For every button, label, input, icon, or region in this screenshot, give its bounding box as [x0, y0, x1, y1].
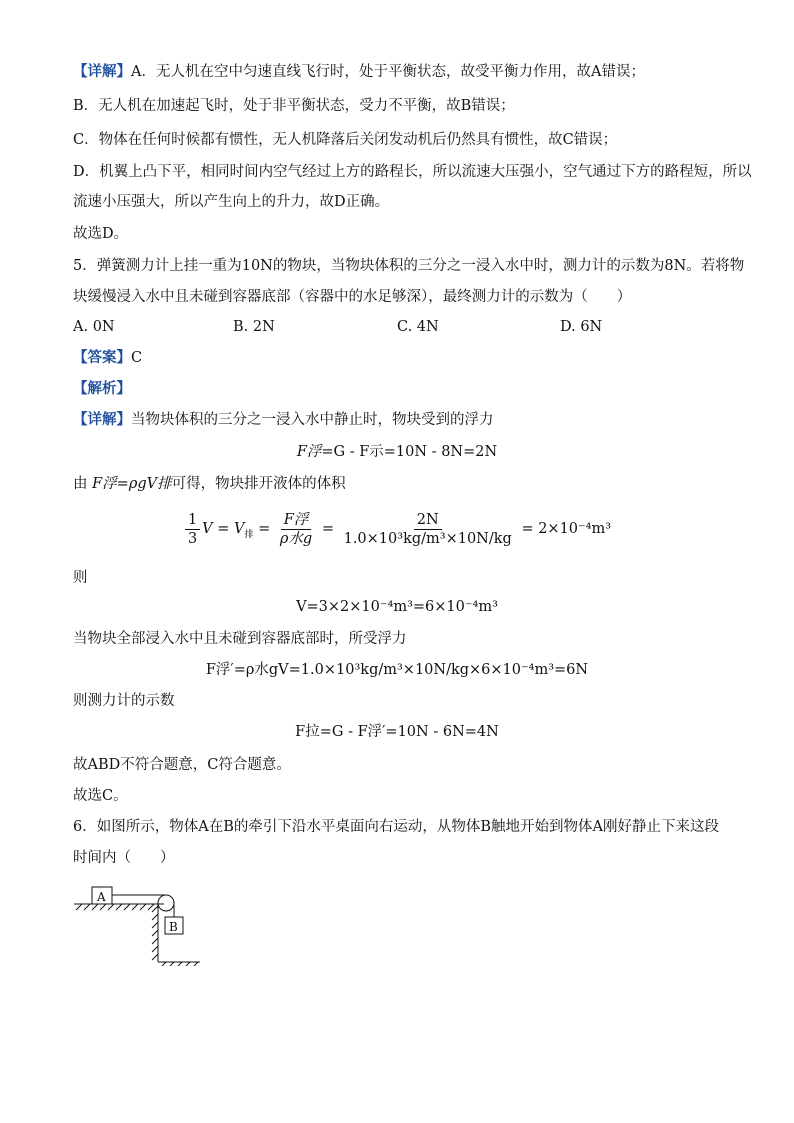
q5-option-d: D. 6N	[560, 319, 603, 335]
equation-1	[0, 442, 794, 462]
q5-detail-line	[73, 410, 494, 430]
q5-choose: 故选C。	[73, 788, 128, 804]
detail-line-d-cont: 流速小压强大，所以产生向上的升力，故D正确。	[73, 194, 390, 210]
eq2-fraction-1: $\frac{\text{F浮}}{\text{ρ水g}}$	[279, 511, 313, 547]
q5-answer-line	[73, 348, 142, 368]
then-text: 则	[73, 570, 88, 586]
q5-stem-2: 块缓慢浸入水中且未碰到容器底部（容器中的水足够深），最终测力计的示数为（ ）	[73, 289, 632, 305]
detail-tag-q5: 【详解】	[73, 411, 131, 428]
detail-line-b: B．无人机在加速起飞时，处于非平衡状态，受力不平衡，故B错误；	[73, 98, 515, 114]
q5-stem-1: 5．弹簧测力计上挂一重为10N的物块，当物块体积的三分之一浸入水中时，测力计的示数为8N。若将物	[73, 258, 745, 274]
q6-stem-1: 6．如图所示，物体A在B的牵引下沿水平桌面向右运动，从物体B触地开始到物体A刚好静止下来这段	[73, 819, 719, 835]
detail-text-a: A．无人机在空中匀速直线飞行时，处于平衡状态，故受平衡力作用，故A错误；	[131, 64, 645, 80]
eq1-rhs: =G - F示=10N - 8N=2N	[321, 444, 498, 460]
detail-tag: 【详解】	[73, 63, 131, 80]
detail-line-2: 当物块全部浸入水中且未碰到容器底部时，所受浮力	[73, 631, 407, 647]
equation-3: V=3×2×10⁻⁴m³=6×10⁻⁴m³	[296, 599, 498, 615]
one-third-fraction: $\frac{1}{3}$	[185, 511, 200, 548]
pulley-diagram	[72, 880, 204, 966]
eq1-lhs: F浮	[296, 444, 322, 460]
q6-stem-2: 时间内（ ）	[73, 850, 175, 866]
equation-5: F拉=G - F浮′=10N - 6N=4N	[295, 724, 499, 740]
equation-4: F浮′=ρ水gV=1.0×10³kg/m³×10N/kg×6×10⁻⁴m³=6N	[205, 662, 589, 678]
q5-option-b: B. 2N	[233, 319, 275, 335]
buoyancy-formula: F浮=ρgV排	[92, 476, 172, 492]
detail-line-3: 则测力计的示数	[73, 693, 175, 709]
q5-analysis-tag	[73, 379, 131, 399]
analysis-tag: 【解析】	[73, 380, 131, 397]
detail-line-a	[73, 62, 645, 82]
detail-line-c: C．物体在任何时候都有惯性，无人机降落后关闭发动机后仍然具有惯性，故C错误；	[73, 132, 618, 148]
pulley	[158, 895, 174, 911]
eq2-fraction-2: $\frac{2N}{\text{1.0×10³kg/m³×10N/kg}}$	[343, 511, 512, 547]
answer-tag: 【答案】	[73, 349, 131, 366]
conclusion-line: 故选D。	[73, 226, 129, 242]
equation-2: $\frac{1}{3}$ $V = V_排$ = $\frac{\text{F浮}}{\text{ρ水g}}$ = $\frac{2N}{\text{1.0×10³kg/m³×10N/kg}}$ = 2×10⁻⁴m³	[0, 510, 794, 548]
answer-value: C	[131, 350, 143, 366]
detail-line-d: D．机翼上凸下平，相同时间内空气经过上方的路程长，所以流速大压强小，空气通过下方的路程短，所以	[73, 164, 752, 180]
formula-line	[73, 474, 346, 494]
q5-option-a: A. 0N	[73, 319, 115, 335]
from-text-2: 可得，物块排开液体的体积	[171, 476, 346, 492]
detail-text-q5: 当物块体积的三分之一浸入水中静止时，物块受到的浮力	[131, 412, 494, 428]
from-text: 由	[73, 476, 88, 492]
label-a: A	[97, 890, 106, 904]
label-b: B	[169, 920, 178, 934]
eq2-result: = 2×10⁻⁴m³	[521, 521, 612, 537]
q5-conclusion: 故ABD不符合题意，C符合题意。	[73, 757, 291, 773]
q5-option-c: C. 4N	[397, 319, 439, 335]
